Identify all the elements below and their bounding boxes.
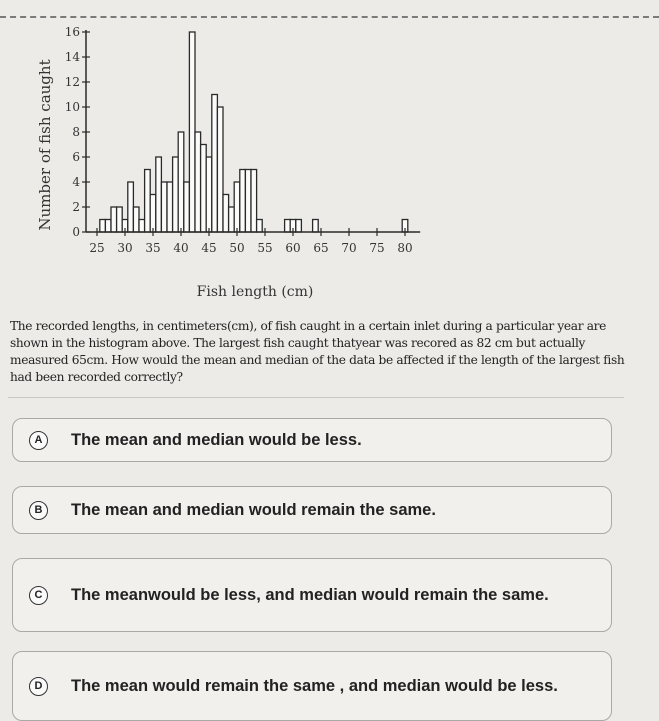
y-tick-label: 10 bbox=[64, 100, 80, 114]
histogram-bar bbox=[234, 182, 240, 232]
y-tick-label: 8 bbox=[72, 125, 80, 139]
histogram-bar bbox=[217, 107, 223, 232]
histogram-chart bbox=[0, 0, 659, 310]
histogram-bar bbox=[285, 220, 291, 233]
x-tick-label: 50 bbox=[229, 241, 245, 255]
histogram-bar bbox=[206, 157, 212, 232]
x-tick-label: 35 bbox=[145, 241, 161, 255]
x-tick-label: 60 bbox=[285, 241, 301, 255]
histogram-bar bbox=[212, 95, 218, 233]
option-c-text: The meanwould be less, and median would remain the same. bbox=[71, 586, 549, 604]
question-text: The recorded lengths, in centimeters(cm), of fish caught in a certain inlet during a particular year are shown in the histogram above. The largest fish caught thatyear was recored as 82 cm but actually measured 65cm. How would the mean and median of the data be affected if the length of the largest fish had been recorded correctly? bbox=[10, 319, 625, 384]
histogram-bar bbox=[201, 145, 207, 233]
option-c-letter: C bbox=[29, 586, 48, 605]
histogram-bar bbox=[189, 32, 195, 232]
x-tick-label: 65 bbox=[313, 241, 329, 255]
histogram-bar bbox=[145, 170, 151, 233]
histogram-bar bbox=[133, 207, 139, 232]
histogram-bar bbox=[161, 182, 167, 232]
histogram-bar bbox=[184, 182, 190, 232]
x-tick-label: 70 bbox=[341, 241, 357, 255]
option-d-letter: D bbox=[29, 677, 48, 696]
histogram-bar bbox=[150, 195, 156, 233]
histogram-bar bbox=[178, 132, 184, 232]
x-tick-label: 25 bbox=[89, 241, 105, 255]
histogram-bar bbox=[240, 170, 246, 233]
y-tick-label: 6 bbox=[72, 150, 80, 164]
y-tick-label: 12 bbox=[64, 75, 80, 89]
x-tick-label: 45 bbox=[201, 241, 217, 255]
x-tick-label: 80 bbox=[397, 241, 413, 255]
histogram-bar bbox=[139, 220, 145, 233]
option-d[interactable] bbox=[12, 651, 612, 721]
x-tick-label: 75 bbox=[369, 241, 385, 255]
histogram-bar bbox=[111, 207, 117, 232]
x-tick-label: 55 bbox=[257, 241, 273, 255]
y-tick-label: 14 bbox=[64, 50, 80, 64]
histogram-bar bbox=[156, 157, 162, 232]
histogram-bar bbox=[167, 182, 173, 232]
option-a[interactable] bbox=[12, 418, 612, 462]
section-divider bbox=[8, 397, 624, 398]
histogram-bar bbox=[245, 170, 251, 233]
histogram-bar bbox=[100, 220, 106, 233]
y-axis-label: Number of fish caught bbox=[36, 59, 54, 231]
histogram-bar bbox=[128, 182, 134, 232]
option-c[interactable] bbox=[12, 558, 612, 632]
x-axis-label: Fish length (cm) bbox=[196, 284, 314, 300]
histogram-bar bbox=[117, 207, 123, 232]
y-tick-label: 4 bbox=[72, 175, 80, 189]
histogram-bars bbox=[100, 32, 408, 232]
histogram-bar bbox=[229, 207, 235, 232]
histogram-bar bbox=[173, 157, 179, 232]
option-a-letter: A bbox=[29, 431, 48, 450]
x-tick-label: 30 bbox=[117, 241, 133, 255]
option-a-text: The mean and median would be less. bbox=[71, 431, 362, 449]
histogram-bar bbox=[296, 220, 302, 233]
y-tick-label: 2 bbox=[72, 200, 80, 214]
y-tick-label: 0 bbox=[72, 225, 80, 239]
x-tick-label: 40 bbox=[173, 241, 189, 255]
option-d-text: The mean would remain the same , and median would be less. bbox=[71, 677, 558, 695]
histogram-bar bbox=[251, 170, 257, 233]
histogram-bar bbox=[257, 220, 263, 233]
histogram-bar bbox=[223, 195, 229, 233]
histogram-bar bbox=[105, 220, 111, 233]
option-b[interactable] bbox=[12, 486, 612, 534]
option-b-letter: B bbox=[29, 501, 48, 520]
histogram-bar bbox=[195, 132, 201, 232]
y-tick-label: 16 bbox=[64, 25, 80, 39]
option-b-text: The mean and median would remain the same. bbox=[71, 501, 436, 519]
histogram-bar bbox=[313, 220, 319, 233]
